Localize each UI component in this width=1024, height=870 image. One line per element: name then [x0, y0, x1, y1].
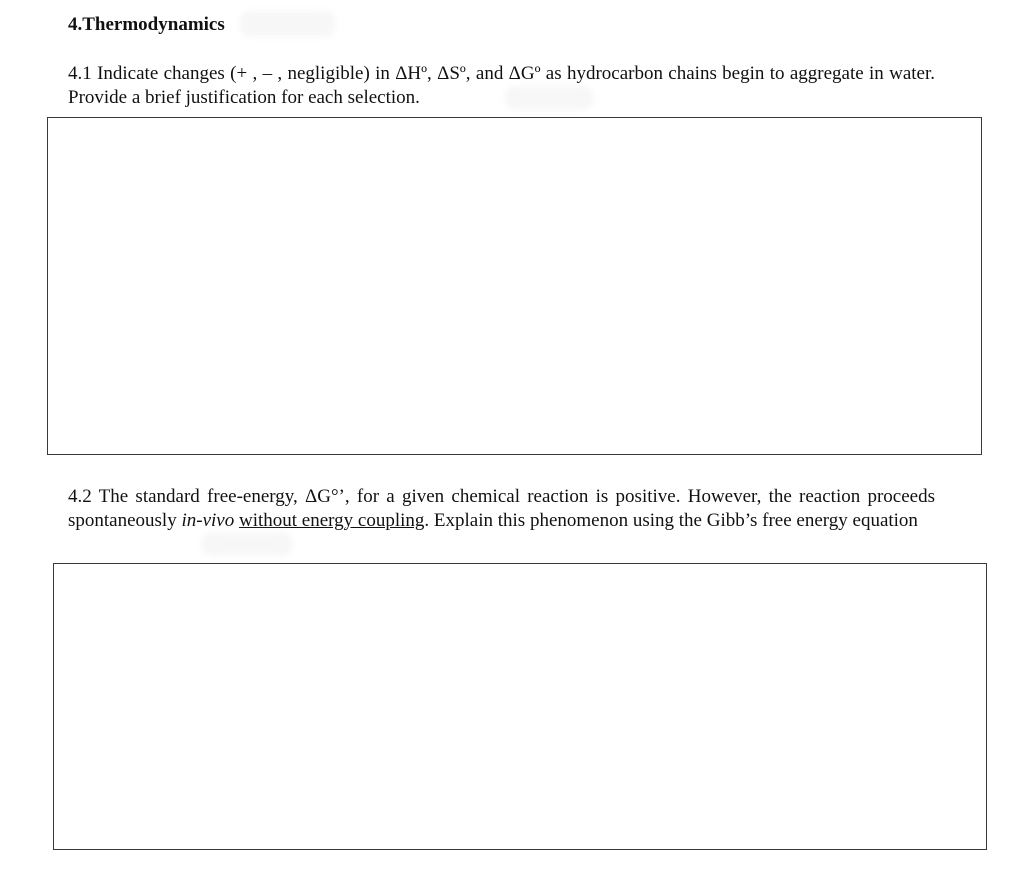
- question-4-1-prompt: 4.1 Indicate changes (+ , – , negligible) in ΔHº, ΔSº, and ΔGº as hydrocarbon chains begin to aggregate in water. Provide a brief justification for each selection.: [68, 63, 935, 108]
- redacted-points-mask: [240, 11, 335, 37]
- answer-box-4-1[interactable]: [47, 117, 982, 455]
- answer-box-4-2[interactable]: [53, 563, 987, 850]
- redacted-points-mask: [202, 532, 292, 556]
- section-title: 4.Thermodynamics: [68, 14, 225, 35]
- question-4-2-text-end: . Explain this phenomenon using the Gibb’s free energy equation: [424, 509, 918, 531]
- question-4-2-text-start: 4.2 The standard free-energy, ΔG°’, for a given chemical reaction is positive. However, the reaction proceeds spontaneously: [68, 486, 935, 531]
- redacted-points-mask: [505, 86, 593, 110]
- question-4-2-prompt: [68, 485, 935, 532]
- without-energy-coupling-underlined-text: without energy coupling: [238, 509, 425, 531]
- in-vivo-italic-text: in-vivo: [181, 509, 235, 531]
